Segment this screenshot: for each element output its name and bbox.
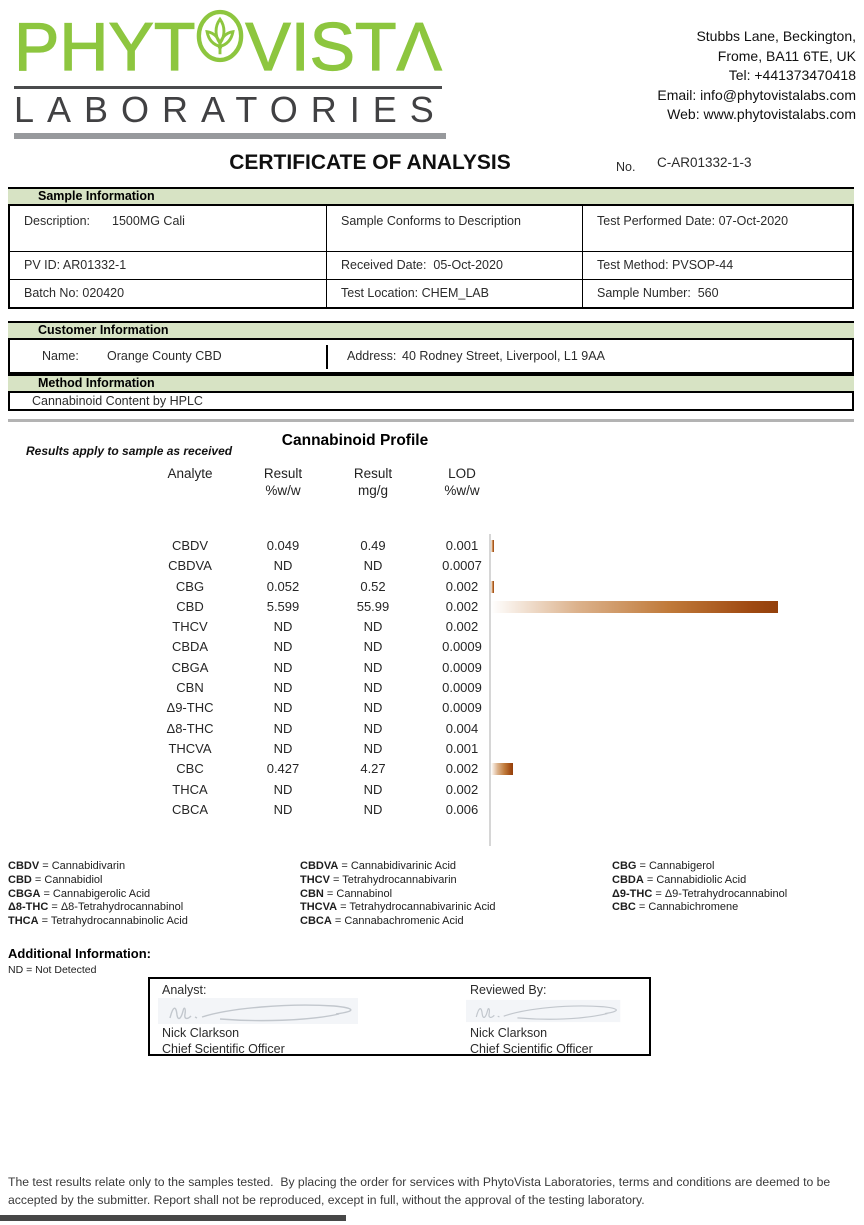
analyte-name: Δ8-THC (166, 720, 214, 736)
abbreviation-entry: Δ9-THC = Δ9-Tetrahydrocannabinol (612, 887, 788, 900)
result-mg-per-g: 0.49 (360, 538, 386, 553)
lod-value: 0.0009 (442, 639, 482, 655)
abbreviation-column-2 (300, 860, 496, 929)
result-percent: 0.049 (266, 538, 300, 553)
result-mg-per-g: ND (363, 680, 383, 696)
analyte-row (8, 780, 856, 800)
abbreviation-column-3 (612, 860, 787, 915)
results-note: Results apply to sample as received (26, 444, 233, 458)
column-header-result-mgg: Result mg/g (353, 466, 393, 498)
reviewed-by-label: Reviewed By: (470, 983, 547, 997)
test-method-cell: Test Method: PVSOP-44 (582, 251, 852, 279)
result-percent: 5.599 (266, 598, 300, 614)
analyte-row (8, 800, 856, 820)
customer-information-header: Customer Information (8, 321, 854, 340)
additional-information-title: Additional Information: (8, 946, 151, 961)
column-header-lod: LOD %w/w (444, 466, 480, 498)
result-percent: ND (273, 659, 293, 675)
analyte-row (8, 658, 856, 678)
analyte-row (8, 536, 856, 556)
lod-value: 0.004 (445, 720, 479, 736)
abbreviation-entry: CBGA = Cannabigerolic Acid (8, 887, 151, 900)
analyte-name: CBG (175, 578, 205, 594)
certificate-number: C-AR01332-1-3 (657, 155, 752, 170)
analyte-name: CBDVA (168, 558, 212, 574)
result-mg-per-g: ND (363, 720, 383, 736)
lod-value: 0.0009 (442, 680, 482, 696)
result-percent: ND (273, 740, 293, 756)
contact-line: Web: www.phytovistalabs.com (667, 106, 856, 122)
analyte-row (8, 597, 856, 617)
lod-value: 0.006 (445, 801, 479, 817)
result-percent: 0.052 (266, 578, 300, 594)
abbreviation-entry: THCA = Tetrahydrocannabinolic Acid (8, 915, 188, 928)
analyte-name: CBCA (171, 801, 209, 817)
analyte-row (8, 698, 856, 718)
analyte-name: CBD (176, 598, 204, 614)
lod-value: 0.002 (445, 761, 479, 777)
result-mg-per-g: 4.27 (360, 761, 386, 777)
logo-underline (14, 133, 446, 139)
disclaimer-text: The test results relate only to the samples tested. By placing the order for services with PhytoVista Laboratories, terms and conditions are deemed to be accepted by the submitter. Report shall not be reproduced, except in full, without the approval of the testing laboratory. (8, 1175, 834, 1207)
customer-information-box (8, 340, 854, 374)
sample-conforms-cell: Sample Conforms to Description (326, 206, 582, 251)
result-mg-per-g: ND (363, 700, 383, 716)
abbreviation-entry: THCVA = Tetrahydrocannabivarinic Acid (300, 901, 496, 914)
sample-number-cell: Sample Number: 560 (582, 279, 852, 307)
pv-id-cell: PV ID: AR01332-1 (10, 251, 326, 279)
abbreviation-entry: CBDV = Cannabidivarin (8, 860, 126, 872)
reviewer-title: Chief Scientific Officer (470, 1042, 593, 1056)
received-date-cell: Received Date: 05-Oct-2020 (326, 251, 582, 279)
analyte-row (8, 556, 856, 576)
test-performed-date-cell: Test Performed Date: 07-Oct-2020 (582, 206, 852, 251)
analyte-row (8, 678, 856, 698)
batch-no-cell: Batch No: 020420 (10, 279, 326, 307)
lod-value: 0.002 (445, 578, 479, 594)
abbreviation-entry: CBC = Cannabichromene (612, 901, 739, 914)
lod-value: 0.001 (445, 740, 479, 756)
phytovista-logo (14, 4, 446, 139)
result-percent: ND (273, 781, 293, 797)
analyte-name: Δ9-THC (166, 700, 214, 716)
lod-value: 0.002 (445, 598, 479, 614)
lod-value: 0.0009 (442, 700, 482, 716)
analyte-row (8, 759, 856, 779)
result-percent: ND (273, 700, 293, 716)
result-bar (491, 540, 494, 552)
cannabinoid-profile-title: Cannabinoid Profile (281, 432, 429, 449)
abbreviation-entry: CBD = Cannabidiol (8, 873, 103, 886)
column-header-analyte: Analyte (167, 466, 213, 481)
result-mg-per-g: ND (363, 781, 383, 797)
result-percent: ND (273, 680, 293, 696)
contact-line: Frome, BA11 6TE, UK (717, 47, 856, 64)
analyte-name: CBGA (171, 659, 209, 675)
result-percent: ND (273, 801, 293, 817)
contact-line: Tel: +441373470418 (728, 67, 856, 83)
lod-value: 0.002 (445, 781, 479, 797)
result-mg-per-g: 55.99 (356, 598, 390, 614)
abbreviation-entry: CBCA = Cannabachromenic Acid (300, 915, 464, 928)
analyte-name: THCV (172, 619, 208, 635)
result-percent: ND (273, 558, 293, 574)
analyte-name: CBDA (171, 639, 209, 655)
analyte-row (8, 577, 856, 597)
analyte-row (8, 739, 856, 759)
analyst-column (150, 979, 390, 1056)
lod-value: 0.001 (445, 538, 479, 553)
analyst-name: Nick Clarkson (162, 1026, 240, 1040)
customer-name-value: Orange County CBD (107, 349, 222, 363)
customer-address-value: 40 Rodney Street, Liverpool, L1 9AA (402, 349, 605, 363)
analyte-name: THCA (172, 781, 208, 797)
logo-wordmark (14, 4, 446, 85)
analyst-title: Chief Scientific Officer (162, 1042, 285, 1056)
abbreviation-entry: Δ8-THC = Δ8-Tetrahydrocannabinol (8, 901, 184, 914)
result-mg-per-g: ND (363, 558, 383, 574)
abbreviation-entry: CBG = Cannabigerol (612, 860, 715, 872)
result-bar (491, 581, 494, 593)
analyte-name: CBN (176, 680, 204, 696)
result-mg-per-g: ND (363, 659, 383, 675)
signoff-box (148, 977, 651, 1056)
lod-value: 0.002 (445, 619, 479, 635)
abbreviation-column-1 (8, 860, 188, 929)
analyte-row (8, 637, 856, 657)
customer-address-label: Address: (347, 349, 397, 363)
sample-description-cell: Description: 1500MG Cali (24, 214, 185, 228)
lod-value: 0.0007 (442, 558, 482, 574)
result-percent: ND (273, 639, 293, 655)
reviewer-name: Nick Clarkson (470, 1026, 548, 1040)
lod-value: 0.0009 (442, 659, 482, 675)
sample-information-table (8, 206, 854, 309)
certificate-no-label: No. (616, 160, 636, 174)
contact-info (657, 27, 856, 125)
leaf-icon (196, 4, 244, 79)
result-mg-per-g: ND (363, 639, 383, 655)
abbreviation-entry: THCV = Tetrahydrocannabivarin (300, 873, 457, 886)
result-percent: 0.427 (266, 761, 300, 777)
abbreviation-entry: CBDA = Cannabidiolic Acid (612, 873, 747, 886)
abbreviation-entry: CBN = Cannabinol (300, 887, 393, 900)
result-mg-per-g: 0.52 (360, 578, 386, 594)
customer-divider (326, 345, 328, 369)
result-percent: ND (273, 720, 293, 736)
test-location-cell: Test Location: CHEM_LAB (326, 279, 582, 307)
page-title: CERTIFICATE OF ANALYSIS (229, 151, 511, 174)
analyte-name: THCVA (168, 740, 212, 756)
logo-subtitle: LABORATORIES (14, 89, 447, 130)
abbreviation-entry: CBDVA = Cannabidivarinic Acid (300, 860, 457, 872)
method-information-box: Cannabinoid Content by HPLC (8, 393, 854, 411)
contact-line: Email: info@phytovistalabs.com (657, 86, 856, 103)
sample-information-header: Sample Information (8, 187, 854, 206)
result-mg-per-g: ND (363, 619, 383, 635)
result-mg-per-g: ND (363, 801, 383, 817)
analyte-row (8, 617, 856, 637)
section-divider (8, 419, 854, 422)
analyte-name: CBC (176, 761, 204, 777)
customer-name-label: Name: (42, 349, 79, 363)
method-information-header: Method Information (8, 374, 854, 393)
result-mg-per-g: ND (363, 740, 383, 756)
reviewer-column (458, 979, 651, 1056)
logo-text-left: PHYT (14, 9, 196, 85)
result-bar (491, 763, 513, 775)
nd-note: ND = Not Detected (8, 964, 97, 976)
logo-text-right: VISTΛ (245, 9, 442, 85)
column-header-result-pct: Result %w/w (263, 466, 303, 498)
contact-line: Stubbs Lane, Beckington, (696, 28, 856, 44)
analyte-row (8, 719, 856, 739)
analyst-label: Analyst: (162, 983, 207, 997)
analyte-table (8, 536, 856, 820)
result-bar (491, 601, 778, 613)
result-percent: ND (273, 619, 293, 635)
page-break-bar (0, 1215, 346, 1221)
analyte-name: CBDV (171, 538, 209, 553)
